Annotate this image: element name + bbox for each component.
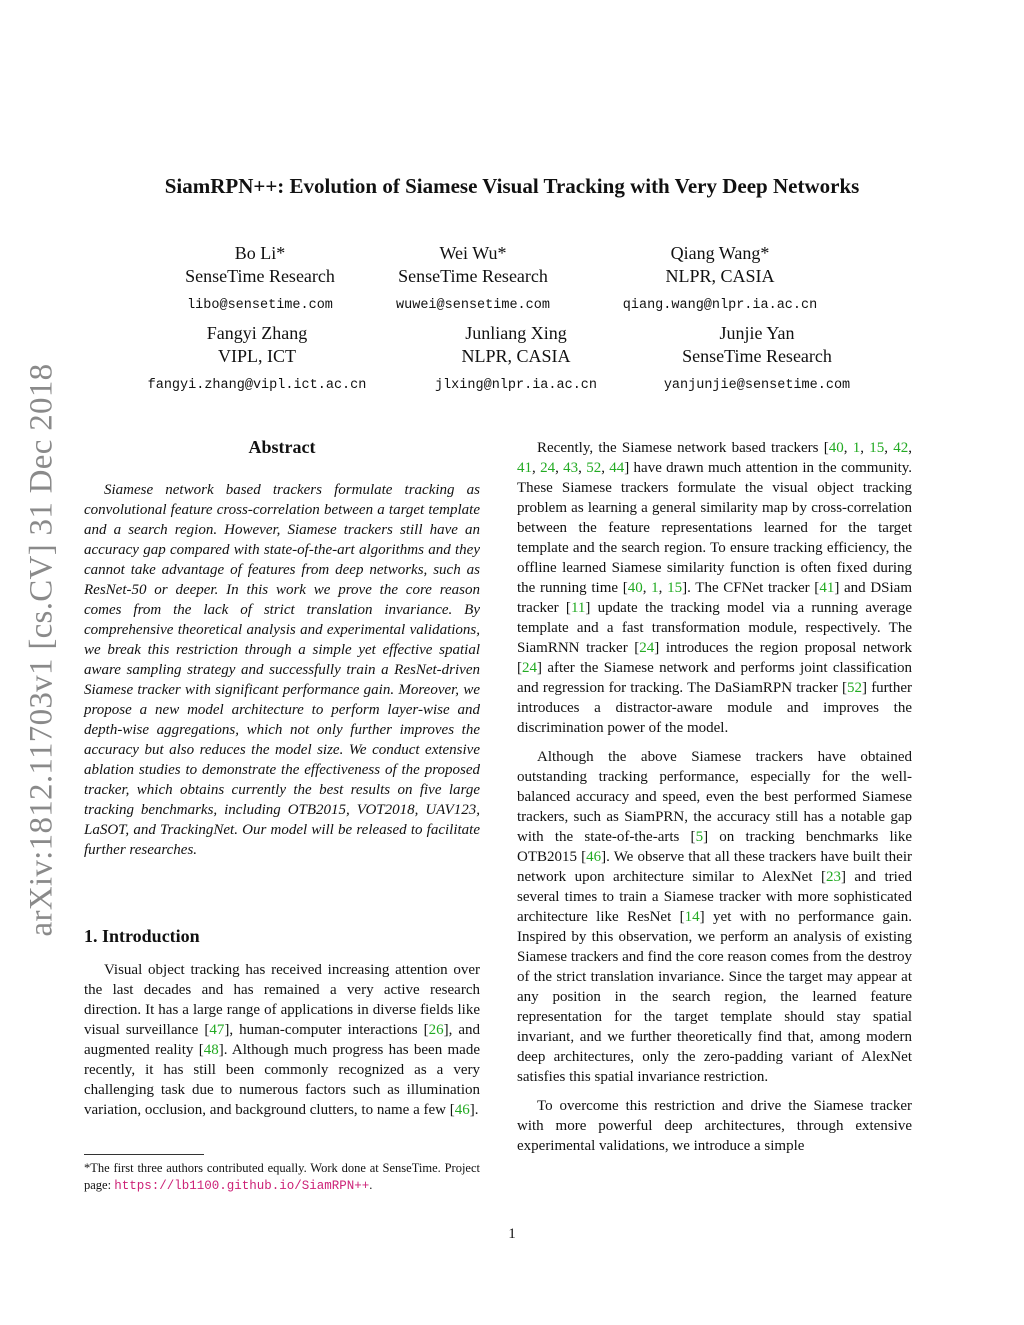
text-run: , [884,440,894,456]
author-affiliation: VIPL, ICT [218,346,296,366]
text-run: ] update the tracking model via a running average template and a fast transformation module, respectively. The SiamRNN tracker [ [517,600,912,656]
text-run: ] yet with no performance gain. Inspired by this observation, we perform an analysis of existing Siamese trackers and find the core reason comes from the destroy of the strict translation invariance. Since the target may appear at any position in the search region, the learned feature representation for the target template should stay spatial invariant, and we further theoretically find that, among modern deep architectures, only the zero-padding variant of AlexNet satisfies this spatial invariance restriction. [517,909,912,1085]
text-run: , [555,460,564,476]
paper-title: SiamRPN++: Evolution of Siamese Visual Tracking with Very Deep Networks [164,174,860,198]
text-run: , [532,460,541,476]
project-page-link[interactable]: https://lb1100.github.io/SiamRPN++ [114,1179,370,1193]
author-email[interactable]: qiang.wang@nlpr.ia.ac.cn [622,298,818,313]
citation-link[interactable]: 46 [586,849,602,865]
author-affiliation: SenseTime Research [185,266,335,286]
citation-link[interactable]: 24 [540,460,556,476]
abstract-body [84,480,480,869]
introduction-body [84,960,480,1129]
text-run: ] after the Siamese network and performs joint classification and regression for tracking. The DaSiamRPN tracker [ [517,660,912,696]
author-name: Fangyi Zhang [206,323,308,343]
citation-link[interactable]: 23 [825,869,841,885]
citation-link[interactable]: 1 [651,580,659,596]
author-name: Junjie Yan [719,323,795,343]
citation-link[interactable]: 5 [695,829,704,845]
author-name: Wei Wu* [439,243,507,263]
paragraph [84,960,480,1120]
citation-link[interactable]: 46 [454,1102,470,1118]
citation-link[interactable]: 43 [563,460,579,476]
citation-link[interactable]: 1 [852,440,861,456]
author-block [590,242,850,317]
text-run: ]. The CFNet tracker [ [682,580,820,596]
author-block [627,322,887,397]
citation-link[interactable]: 40 [627,580,643,596]
citation-link[interactable]: 15 [869,440,885,456]
citation-link[interactable]: 24 [522,660,537,676]
author-affiliation: SenseTime Research [398,266,548,286]
abstract-paragraph: Siamese network based trackers formulate tracking as convolutional feature cross-correlation between a target template and a search region. However, Siamese trackers still have an accuracy gap compared with state-of-the-art algorithms and they cannot take advantage of features from deep networks, such as ResNet-50 or deeper. In this work we prove the core reason comes from the lack of strict translation invariance. By comprehensive theoretical analysis and experimental validations, we break this restriction through a simple yet effective spatial aware sampling strategy and successfully train a ResNet-driven Siamese tracker with significant performance gain. Moreover, we propose a new model architecture to perform layer-wise and depth-wise aggregations, which not only further improves the accuracy but also reduces the model size. We conduct extensive ablation studies to demonstrate the effectiveness of the proposed tracker, which obtains currently the best results on five large tracking benchmarks, including OTB2015, VOT2018, UAV123, LaSOT, and TrackingNet. Our model will be released to facilitate further researches. [84,482,480,858]
text-run: Although the above Siamese trackers have obtained outstanding tracking performance, especially for the well-balanced accuracy and speed, even the best performed Siamese trackers, such as SiamPRN, the accuracy still has a notable gap with the state-of-the-arts [ [517,749,912,845]
citation-link[interactable]: 40 [828,440,844,456]
citation-link[interactable]: 52 [586,460,602,476]
citation-link[interactable]: 52 [847,680,863,696]
citation-link[interactable]: 26 [428,1022,444,1038]
citation-link[interactable]: 44 [609,460,625,476]
author-name: Bo Li* [234,243,286,263]
text-run: ]. We observe that all these trackers have built their network upon architecture similar to AlexNet [ [517,849,912,885]
text-run: ], human-computer interactions [ [224,1022,429,1038]
author-block [386,322,646,397]
footnote-divider [84,1154,204,1155]
author-name: Qiang Wang* [670,243,770,263]
text-run: ], and augmented reality [ [84,1022,480,1058]
author-affiliation: SenseTime Research [682,346,832,366]
author-email[interactable]: fangyi.zhang@vipl.ict.ac.cn [147,378,367,393]
author-email[interactable]: yanjunjie@sensetime.com [663,378,851,393]
text-run: Recently, the Siamese network based trackers [ [537,440,829,456]
author-email[interactable]: libo@sensetime.com [187,298,333,313]
author-block [127,322,387,397]
page-number: 1 [508,1226,516,1242]
text-run: , [578,460,587,476]
text-run: ] further introduces a distractor-aware module and improves the discrimination power of the model. [517,680,913,736]
paragraph: To overcome this restriction and drive the Siamese tracker with more powerful deep architectures, through extensive experimental validations, we introduce a simple [517,1098,912,1154]
section-heading-introduction: 1. Introduction [84,926,200,946]
text-run: ]. Although much progress has been made recently, it has still been commonly recognized as a very challenging task due to numerous factors such as illumination variation, occlusion, and background clutters, to name a few [ [84,1042,480,1118]
text-run: , [908,440,913,456]
text-run: , [601,460,610,476]
text-run: ] introduces the region proposal network [ [517,640,913,676]
footnote-end: . [369,1178,373,1192]
citation-link[interactable]: 24 [639,640,655,656]
arxiv-side-label [12,350,72,950]
text-run: Visual object tracking has received increasing attention over the last decades and has remained a very active research direction. It has a large range of applications in diverse fields like visual surveillance [ [84,962,480,1038]
author-name: Junliang Xing [465,323,567,343]
citation-link[interactable]: 41 [819,580,835,596]
citation-link[interactable]: 14 [684,909,700,925]
text-run: ] and DSiam tracker [ [517,580,913,616]
citation-link[interactable]: 11 [570,600,586,616]
citation-link[interactable]: 42 [893,440,909,456]
citation-link[interactable]: 47 [209,1022,225,1038]
text-run: ]. [469,1102,479,1118]
citation-link[interactable]: 48 [203,1042,219,1058]
author-affiliation: NLPR, CASIA [461,346,571,366]
text-run: , [843,440,853,456]
footnote-text: *The first three authors contributed equally. Work done at SenseTime. Project page: [84,1161,480,1192]
text-run: ] have drawn much attention in the community. These Siamese trackers formulate the visual object tracking problem as learning a general similarity map by cross-correlation between the feature representations learned for the target template and the search region. To ensure tracking efficiency, the offline learned Siamese similarity function is often fixed during the running time [ [517,460,913,596]
paragraph [517,438,912,738]
citation-link[interactable]: 41 [517,460,532,476]
right-column [517,438,912,1165]
citation-link[interactable]: 15 [667,580,683,596]
text-run: ] and tried several times to train a Siamese tracker with more sophisticated architecture like ResNet [ [517,869,912,925]
text-run: , [642,580,652,596]
arxiv-id-text: arXiv:1812.11703v1 [cs.CV] 31 Dec 2018 [23,363,60,937]
text-run: , [658,580,668,596]
author-email[interactable]: jlxing@nlpr.ia.ac.cn [434,378,598,393]
author-affiliation: NLPR, CASIA [665,266,775,286]
text-run: , [860,440,870,456]
text-run: ] on tracking benchmarks like OTB2015 [ [517,829,912,865]
author-email[interactable]: wuwei@sensetime.com [396,298,550,313]
paragraph [517,747,912,1087]
footnote [84,1160,480,1195]
author-block [343,242,603,317]
abstract-heading: Abstract [248,437,316,457]
